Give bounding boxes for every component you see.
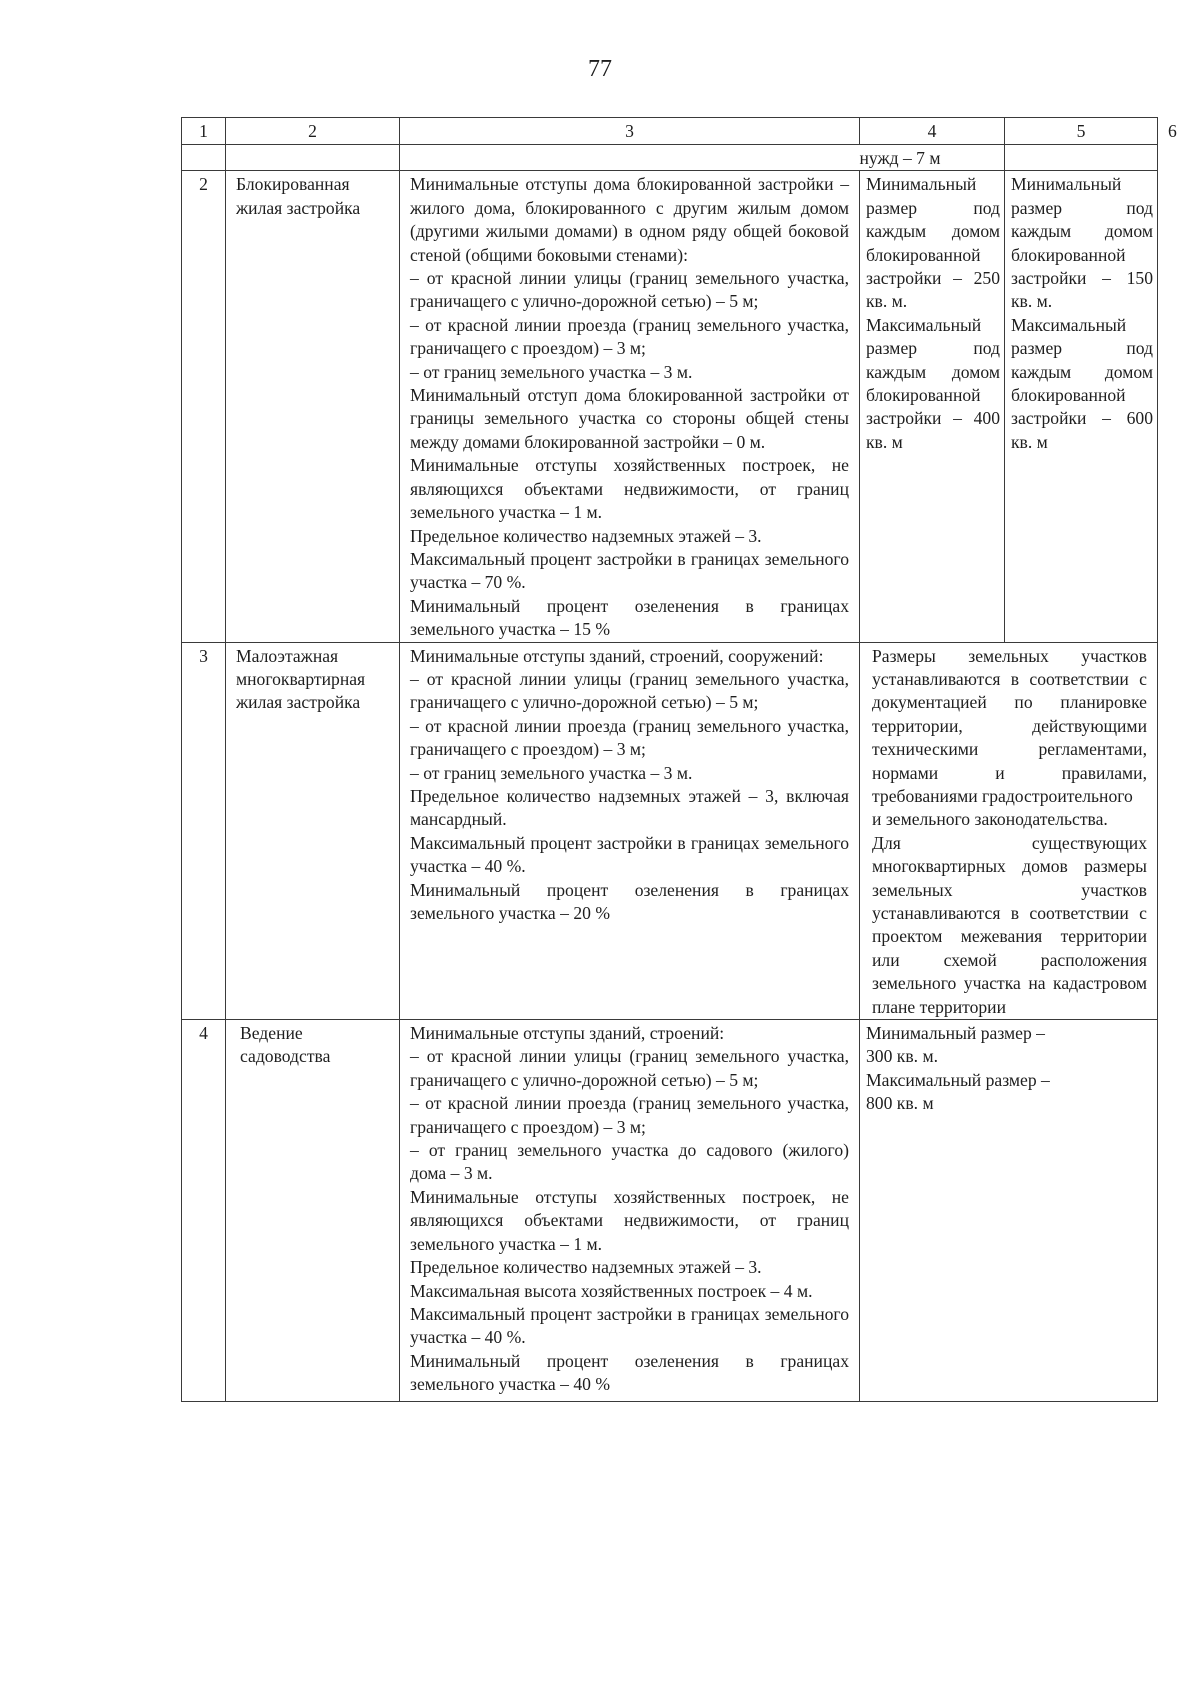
- parameter-line: Минимальные отступы хозяйственных построек, не являющихся объектами недвижимости, от границ земельного участка – 1 м.: [410, 1186, 849, 1254]
- parameter-line: Максимальный процент застройки в границах земельного участка – 40 %.: [410, 832, 849, 877]
- zoning-table: [181, 117, 1177, 1402]
- lot-size-line: Минимальный размер –: [866, 1023, 1045, 1044]
- table-row: [182, 642, 1158, 1020]
- lot-size-line: и земельного законодательства.: [872, 809, 1108, 830]
- building-parameters: [400, 642, 860, 1020]
- parameter-line: – от границ земельного участка – 3 м.: [410, 762, 693, 783]
- lot-size-line: Минимальный размер под каждым домом блокированной застройки – 150 кв. м.: [1011, 174, 1153, 312]
- parameter-line: Минимальный процент озеленения в границах земельного участка – 20 %: [410, 879, 849, 923]
- header-cell: 4: [860, 118, 1005, 145]
- table-row: [182, 171, 1158, 642]
- parameter-line: Минимальный процент озеленения в границах земельного участка – 40 %: [410, 1350, 849, 1395]
- parameter-line: Предельное количество надземных этажей – 3.: [410, 1257, 762, 1278]
- building-parameters: [400, 171, 860, 642]
- lot-size-line: Размеры земельных участков устанавливаются в соответствии с документацией по планировке территории, действующими техническими регламентами, нормами и правилами, требованиями градостроительного: [872, 645, 1147, 806]
- row-number: 3: [182, 642, 226, 1020]
- land-use-type: Блокированная жилая застройка: [226, 171, 400, 642]
- header-cell: 5: [1005, 118, 1158, 145]
- parameter-line: – от границ земельного участка – 3 м.: [410, 361, 693, 382]
- land-use-type: Ведение садоводства: [226, 1020, 400, 1402]
- continuation-text: нужд – 7 м: [860, 145, 1005, 171]
- parameter-line: – от красной линии проезда (границ земельного участка, граничащего с проездом) – 3 м;: [410, 314, 849, 359]
- parameter-line: Минимальный отступ дома блокированной застройки от границы земельного участка со стороны общей стены между домами блокированной застройки – 0 м.: [410, 385, 849, 452]
- parameter-line: Минимальные отступы хозяйственных построек, не являющихся объектами недвижимости, от границ земельного участка – 1 м.: [410, 455, 849, 523]
- lot-size-line: Максимальный размер под каждым домом блокированной застройки – 400 кв. м: [866, 314, 1000, 452]
- parameter-line: Максимальный процент застройки в границах земельного участка – 70 %.: [410, 548, 849, 593]
- header-cell: 2: [226, 118, 400, 145]
- parameter-line: – от красной линии проезда (границ земельного участка, граничащего с проездом) – 3 м;: [410, 1093, 849, 1137]
- parameter-line: Минимальные отступы зданий, строений:: [410, 1023, 725, 1044]
- parameter-line: Максимальный процент застройки в границах земельного участка – 40 %.: [410, 1303, 849, 1348]
- table-header-row: 1 2 3 4 5 6: [182, 118, 1158, 145]
- lot-size-line: Максимальный размер под каждым домом блокированной застройки – 600 кв. м: [1011, 314, 1153, 452]
- lot-size-merged: [860, 1020, 1158, 1402]
- header-cell: 3: [400, 118, 860, 145]
- parameter-line: Минимальный процент озеленения в границах земельного участка – 15 %: [410, 595, 849, 640]
- parameter-line: Предельное количество надземных этажей – 3, включая мансардный.: [410, 785, 849, 830]
- parameter-line: Минимальные отступы дома блокированной застройки – жилого дома, блокированного с другим жилым домом (другими жилыми домами) в одном ряду общей боковой стеной (общими боковыми стенами):: [410, 174, 849, 265]
- parameter-line: – от красной линии улицы (границ земельного участка, граничащего с улично-дорожной сетью) – 5 м;: [410, 268, 849, 312]
- lot-size-col6: [1005, 171, 1158, 642]
- lot-size-line: 300 кв. м.: [866, 1046, 938, 1067]
- parameter-line: – от красной линии улицы (границ земельного участка, граничащего с улично-дорожной сетью) – 5 м;: [410, 668, 849, 713]
- table-row: [182, 1020, 1158, 1402]
- parameter-line: – от красной линии улицы (границ земельного участка, граничащего с улично-дорожной сетью) – 5 м;: [410, 1046, 849, 1090]
- parameter-line: Максимальная высота хозяйственных построек – 4 м.: [410, 1280, 813, 1301]
- lot-size-line: Максимальный размер –: [866, 1069, 1050, 1090]
- parameter-line: – от границ земельного участка до садового (жилого) дома – 3 м.: [410, 1140, 849, 1184]
- row-number: 4: [182, 1020, 226, 1402]
- page-number: 77: [588, 56, 612, 82]
- lot-size-merged: [860, 642, 1158, 1020]
- lot-size-line: Минимальный размер под каждым домом блокированной застройки – 250 кв. м.: [866, 174, 1000, 312]
- row-number: 2: [182, 171, 226, 642]
- header-cell: 1: [182, 118, 226, 145]
- continuation-row: [182, 145, 1158, 171]
- land-use-type: Малоэтажная многоквартирная жилая застройка: [226, 642, 400, 1020]
- lot-size-line: 800 кв. м: [866, 1093, 934, 1114]
- lot-size-line: Для существующих многоквартирных домов размеры земельных участков устанавливаются в соответствии с проектом межевания территории или схемой расположения земельного участка на кадастровом плане территории: [872, 832, 1147, 1017]
- building-parameters: [400, 1020, 860, 1402]
- parameter-line: – от красной линии проезда (границ земельного участка, граничащего с проездом) – 3 м;: [410, 715, 849, 760]
- parameter-line: Минимальные отступы зданий, строений, сооружений:: [410, 645, 824, 666]
- lot-size-col5: [860, 171, 1005, 642]
- parameter-line: Предельное количество надземных этажей – 3.: [410, 525, 762, 546]
